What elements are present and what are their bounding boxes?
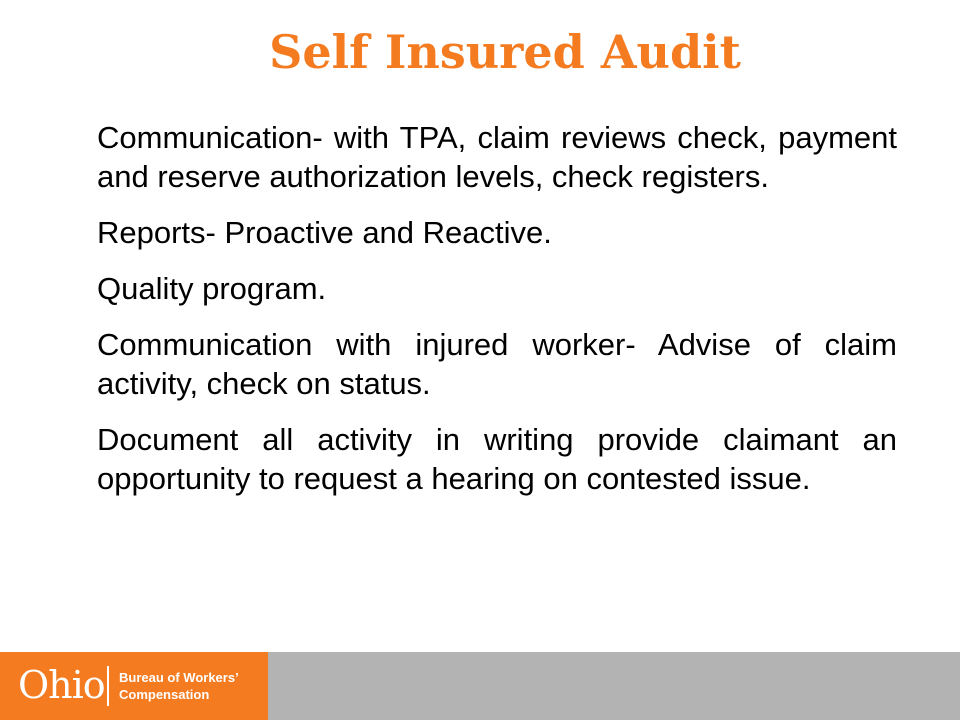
bullet-item: Quality program. xyxy=(97,271,327,306)
org-name-line-1: Bureau of Workers’ xyxy=(119,670,239,685)
ohio-logo-wordmark: Ohio xyxy=(18,663,105,707)
org-name-line-2: Compensation xyxy=(119,687,210,702)
logo-organization-name xyxy=(119,669,239,703)
bullet-item: Document all activity in writing provide claimant an opportunity to request a hearing on contested issue. xyxy=(97,422,897,496)
bwc-logo xyxy=(0,652,268,720)
bullet-item: Reports- Proactive and Reactive. xyxy=(97,215,552,250)
footer-bar xyxy=(0,652,960,720)
footer-gray-band xyxy=(268,652,960,720)
logo-divider xyxy=(107,666,109,706)
bullet-item: Communication- with TPA, claim reviews check, payment and reserve authorization levels, check registers. xyxy=(97,120,897,194)
slide-title: Self Insured Audit xyxy=(269,25,741,79)
bullet-item: Communication with injured worker- Advise of claim activity, check on status. xyxy=(97,327,897,401)
bullet-list xyxy=(97,118,897,515)
